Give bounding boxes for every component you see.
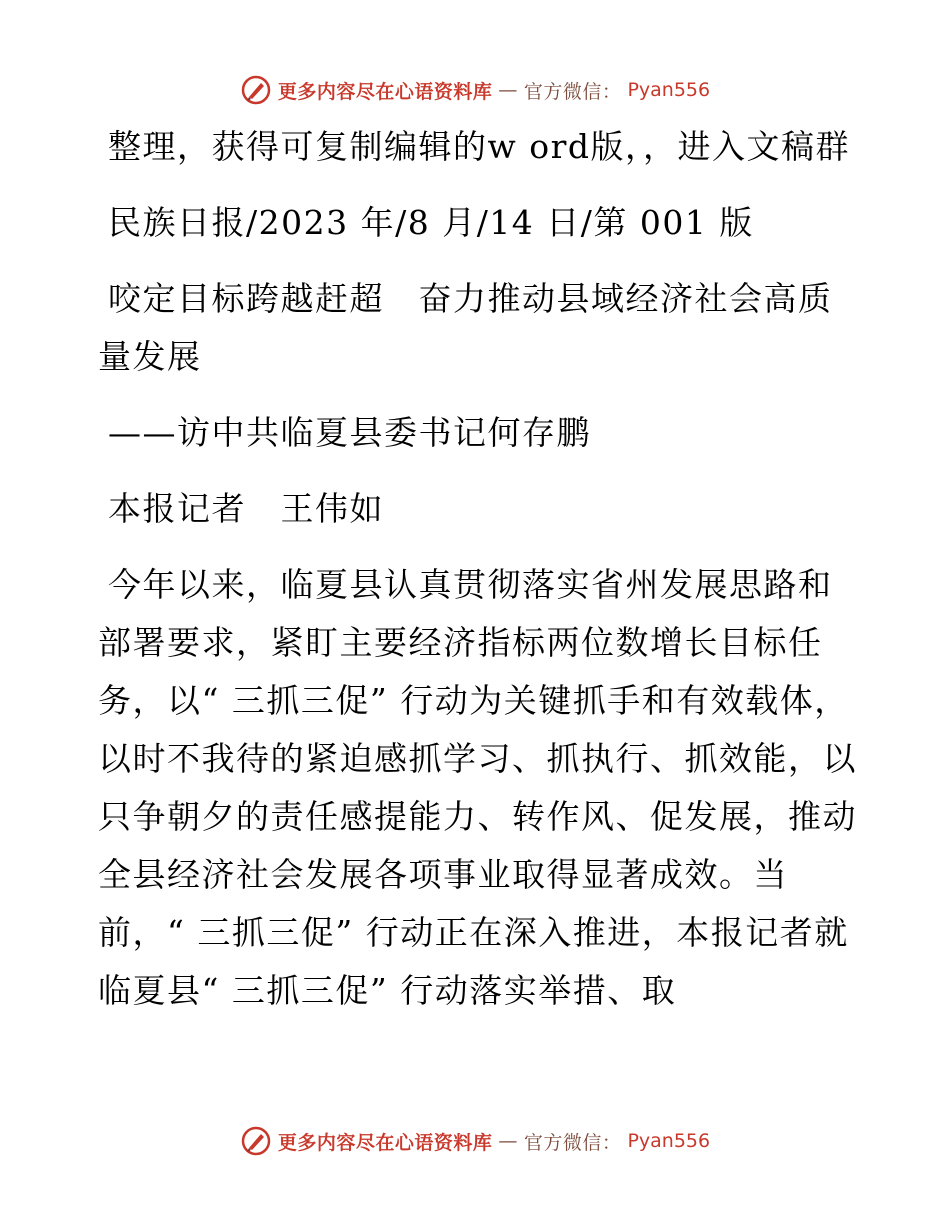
watermark-official-label: 官方微信： [523,80,622,103]
pen-logo-icon [240,1125,272,1157]
watermark-wechat-id: Pyan556 [627,79,711,101]
watermark-footer [0,1121,950,1161]
source-line: 民族日报/2023 年/8 月/14 日/第 001 版 [108,203,754,242]
headline: 咬定目标跨越赶超 奋力推动县域经济社会高质量发展 [98,279,833,376]
pen-logo-icon [240,74,272,106]
subtitle: ——访中共临夏县委书记何存鹏 [108,413,591,452]
watermark-official-label: 官方微信： [523,1131,622,1154]
document-body [98,118,858,1020]
watermark-wechat-id: Pyan556 [627,1130,711,1152]
watermark-text: 更多内容尽在心语资料库 [277,80,493,103]
byline: 本报记者 王伟如 [108,489,384,528]
watermark-separator: — [498,1130,518,1152]
watermark-text: 更多内容尽在心语资料库 [277,1131,493,1154]
intro-line: 整理，获得可复制编辑的w ord版，，进入文稿群 [108,127,851,166]
watermark-header [0,70,950,110]
body-paragraph: 今年以来，临夏县认真贯彻落实省州发展思路和部署要求，紧盯主要经济指标两位数增长目标任务，以“ 三抓三促” 行动为关键抓手和有效载体，以时不我待的紧迫感抓学习、抓执行、抓效能，以只争朝夕的责任感提能力、转作风、促发展，推动全县经济社会发展各项事业取得显著成效。当前，“ 三抓三促” 行动正在深入推进，本报记者就临夏县“ 三抓三促” 行动落实举措、取 [98,565,857,1010]
watermark-separator: — [498,79,518,101]
